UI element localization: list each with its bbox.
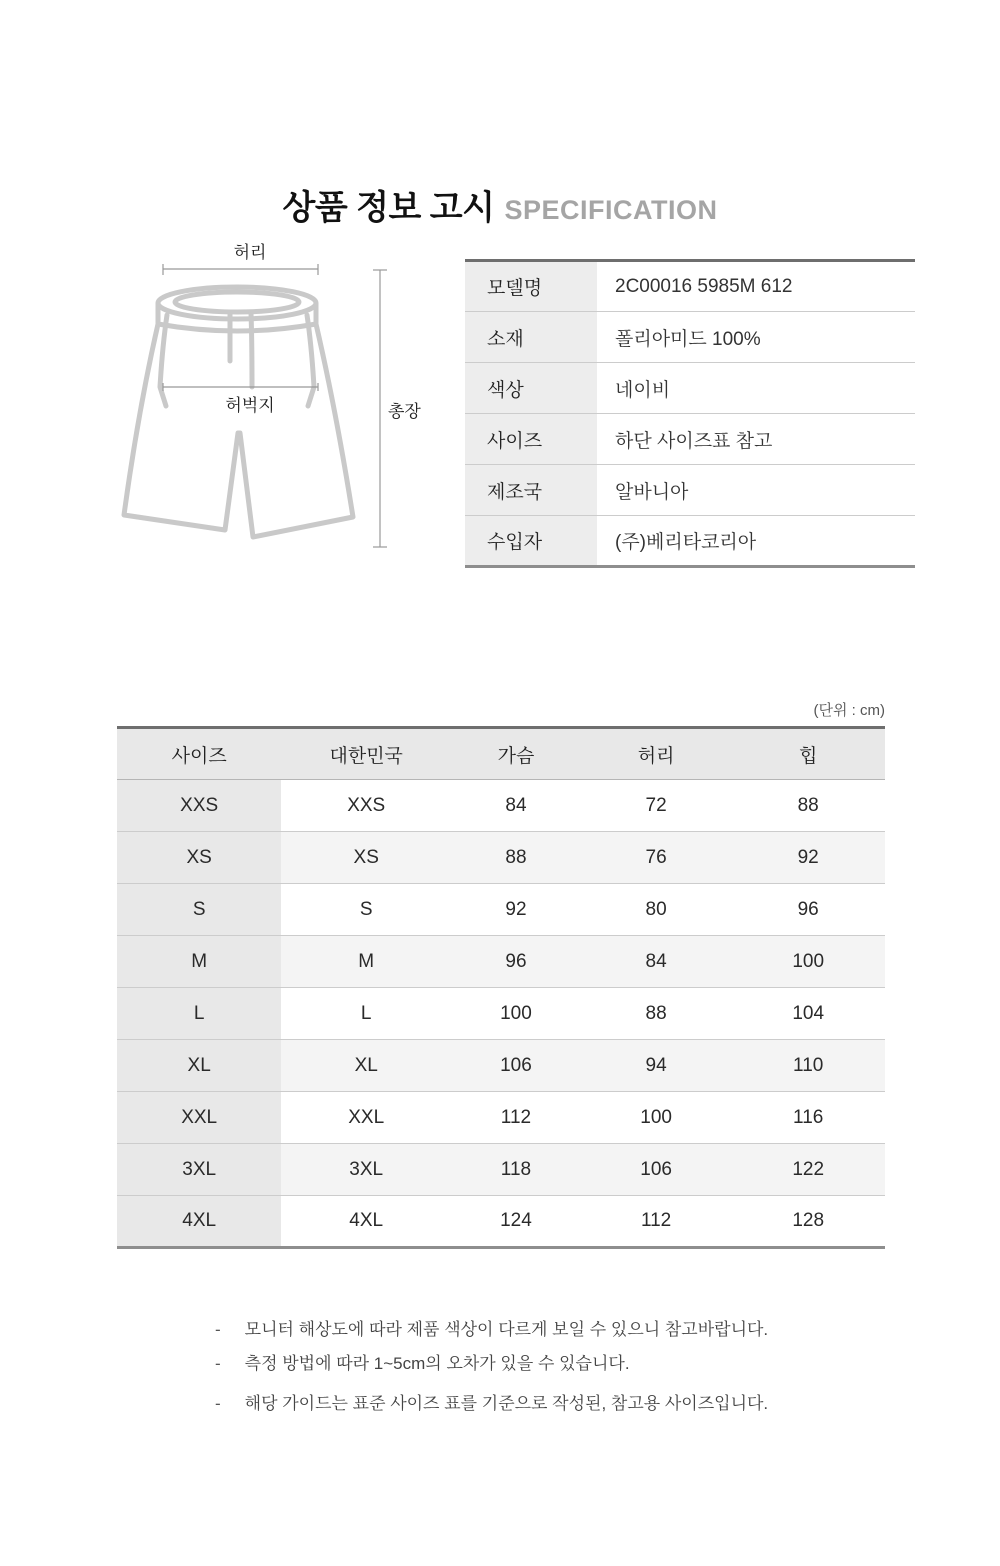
spec-value: 알바니아 bbox=[597, 465, 915, 516]
length-label: 총장 bbox=[388, 402, 421, 421]
unit-note: (단위 : cm) bbox=[813, 702, 885, 719]
spec-label: 사이즈 bbox=[487, 430, 543, 452]
right-pocket-seam bbox=[307, 315, 314, 406]
spec-value: (주)베리타코리아 bbox=[615, 532, 757, 553]
table-row: M M 96 84 100 bbox=[117, 936, 885, 988]
table-row: XXS XXS 84 72 88 bbox=[117, 780, 885, 832]
spec-label: 소재 bbox=[487, 328, 524, 350]
table-row: L L 100 88 104 bbox=[117, 988, 885, 1040]
spec-value: 하단 사이즈표 참고 bbox=[597, 414, 915, 465]
table-row: S S 92 80 96 bbox=[117, 884, 885, 936]
spec-value: 2C00016 5985M 612 bbox=[597, 261, 915, 312]
spec-label: 제조국 bbox=[487, 481, 543, 503]
table-row: XS XS 88 76 92 bbox=[117, 832, 885, 884]
waistband-inner bbox=[175, 292, 299, 312]
note-text: 모니터 해상도에 따라 제품 색상이 다르게 보일 수 있으니 참고바랍니다. bbox=[244, 1320, 769, 1339]
shorts-measurement-diagram bbox=[120, 240, 450, 560]
note-dash: - bbox=[215, 1320, 221, 1339]
spec-value: 네이비 bbox=[597, 363, 915, 414]
spec-row-country bbox=[465, 465, 915, 516]
table-row: XL XL 106 94 110 bbox=[117, 1040, 885, 1092]
note-item bbox=[215, 1394, 915, 1414]
spec-row-color bbox=[465, 363, 915, 414]
thigh-label: 허벅지 bbox=[225, 396, 275, 415]
column-header: 힙 bbox=[731, 728, 885, 780]
page-title-english: SPECIFICATION bbox=[504, 195, 718, 225]
spec-row-importer bbox=[465, 516, 915, 567]
note-text: 측정 방법에 따라 1~5cm의 오차가 있을 수 있습니다. bbox=[244, 1354, 630, 1373]
table-row: 4XL 4XL 124 112 128 bbox=[117, 1196, 885, 1248]
spec-label: 색상 bbox=[487, 379, 524, 401]
note-item bbox=[215, 1320, 915, 1340]
note-text: 해당 가이드는 표준 사이즈 표를 기준으로 작성된, 참고용 사이즈입니다. bbox=[244, 1394, 769, 1413]
note-item bbox=[215, 1354, 915, 1374]
waist-label: 허리 bbox=[233, 243, 267, 262]
spec-row-model bbox=[465, 261, 915, 312]
footer-notes bbox=[215, 1320, 915, 1428]
spec-row-material bbox=[465, 312, 915, 363]
size-table bbox=[117, 726, 885, 1249]
table-row: XXL XXL 112 100 116 bbox=[117, 1092, 885, 1144]
spec-label: 수입자 bbox=[487, 532, 543, 553]
shorts-body bbox=[124, 324, 353, 537]
drawstring-right bbox=[251, 313, 252, 387]
column-header: 사이즈 bbox=[117, 728, 281, 780]
spec-label: 모델명 bbox=[487, 278, 543, 299]
note-dash: - bbox=[215, 1354, 221, 1373]
page-title bbox=[0, 180, 1000, 229]
left-pocket-seam bbox=[160, 315, 167, 406]
product-spec-table bbox=[465, 259, 915, 568]
spec-value: 폴리아미드 100% bbox=[597, 312, 915, 363]
spec-row-size bbox=[465, 414, 915, 465]
column-header: 허리 bbox=[581, 728, 732, 780]
column-header: 가슴 bbox=[451, 728, 581, 780]
column-header: 대한민국 bbox=[281, 728, 451, 780]
page-title-korean: 상품 정보 고시 bbox=[282, 189, 495, 227]
size-table-header-row bbox=[117, 728, 885, 780]
table-row: 3XL 3XL 118 106 122 bbox=[117, 1144, 885, 1196]
note-dash: - bbox=[215, 1394, 221, 1413]
